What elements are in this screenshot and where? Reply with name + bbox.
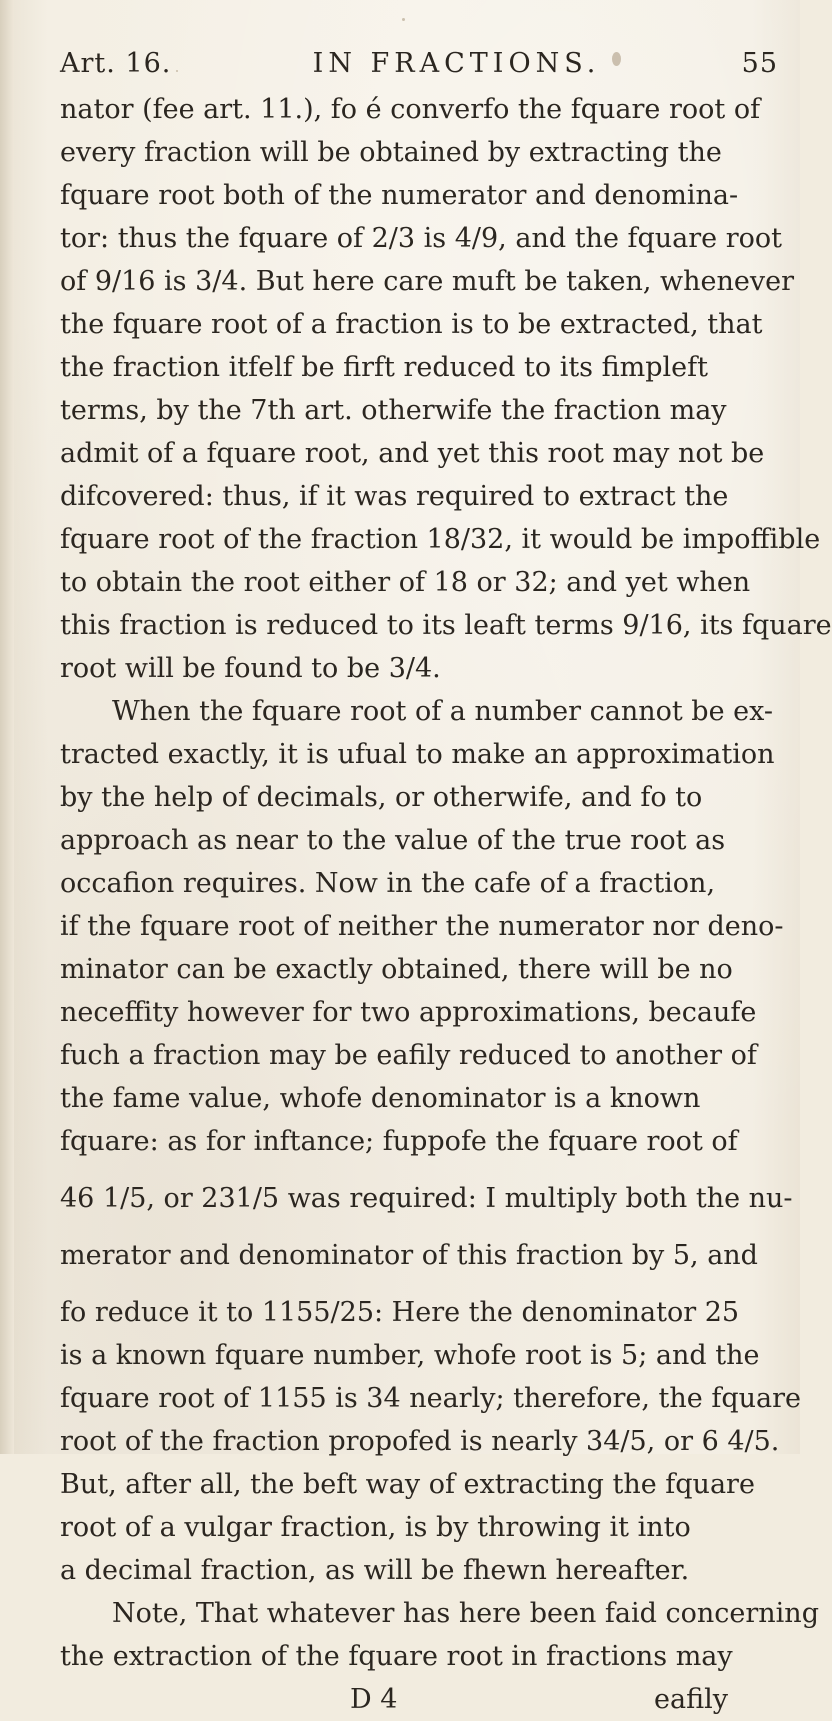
text-line: root of a vulgar fraction, is by throwing it into	[60, 1512, 691, 1543]
line-spacer	[60, 1220, 778, 1234]
catchword: eafily	[654, 1684, 728, 1715]
text-line: 46 1/5, or 231/5 was required: I multiply both the nu-	[60, 1183, 793, 1214]
text-line: to obtain the root either of 18 or 32; and yet when	[60, 567, 751, 598]
text-line: root of the fraction propofed is nearly 34/5, or 6 4/5.	[60, 1426, 780, 1457]
text-line: by the help of decimals, or otherwife, and fo to	[60, 782, 703, 813]
text-line: minator can be exactly obtained, there will be no	[60, 954, 733, 985]
text-line: the extraction of the fquare root in fractions may	[60, 1641, 733, 1672]
text-line: Note, That whatever has here been faid concerning	[112, 1598, 819, 1629]
paragraph-square-roots	[60, 88, 832, 690]
text-line: merator and denominator of this fraction by 5, and	[60, 1240, 758, 1271]
text-line: fo reduce it to 1155/25: Here the denominator 25	[60, 1297, 740, 1328]
line-spacer	[60, 1163, 778, 1177]
text-line: tor: thus the fquare of 2/3 is 4/9, and the fquare root	[60, 223, 782, 254]
text-line: difcovered: thus, if it was required to extract the	[60, 481, 729, 512]
text-line: the fquare root of a fraction is to be extracted, that	[60, 309, 763, 340]
text-line: fquare: as for inftance; fuppofe the fquare root of	[60, 1126, 738, 1157]
paragraph-approximation	[60, 690, 802, 1592]
page-footer	[60, 1678, 778, 1721]
text-line: nator (fee art. 11.), fo é converfo the fquare root of	[60, 94, 761, 125]
text-line: root will be found to be 3/4.	[60, 653, 441, 684]
text-line: the fame value, whofe denominator is a known	[60, 1083, 701, 1114]
text-line: terms, by the 7th art. otherwife the fraction may	[60, 395, 727, 426]
article-number: Art. 16.	[60, 48, 172, 79]
text-line: fquare root of the fraction 18/32, it would be impoffible	[60, 524, 821, 555]
text-line: occafion requires. Now in the cafe of a fraction,	[60, 868, 716, 899]
paper-speck	[402, 18, 405, 21]
text-line: tracted exactly, it is ufual to make an approximation	[60, 739, 775, 770]
text-line: of 9/16 is 3/4. But here care muft be taken, whenever	[60, 266, 795, 297]
text-line: approach as near to the value of the true root as	[60, 825, 726, 856]
text-line: is a known fquare number, whofe root is 5; and the	[60, 1340, 760, 1371]
text-line: if the fquare root of neither the numerator nor deno-	[60, 911, 784, 942]
paragraph-note	[60, 1592, 819, 1678]
page-edge-shadow	[0, 0, 14, 1454]
text-line: fquare root both of the numerator and denomina-	[60, 180, 739, 211]
running-title: IN FRACTIONS.	[312, 48, 601, 79]
text-line: every fraction will be obtained by extracting the	[60, 137, 722, 168]
signature-mark: D 4	[350, 1684, 398, 1715]
text-line: When the fquare root of a number cannot be ex-	[112, 696, 773, 727]
line-spacer	[60, 1277, 778, 1291]
text-line: fuch a fraction may be eafily reduced to another of	[60, 1040, 757, 1071]
text-line: this fraction is reduced to its leaft terms 9/16, its fquare	[60, 610, 832, 641]
text-line: neceffity however for two approximations, becaufe	[60, 997, 757, 1028]
page-text	[60, 42, 832, 1721]
page-number: 55	[741, 48, 778, 79]
text-line: But, after all, the beft way of extracting the fquare	[60, 1469, 755, 1500]
text-line: admit of a fquare root, and yet this root may not be	[60, 438, 765, 469]
text-line: a decimal fraction, as will be fhewn hereafter.	[60, 1555, 690, 1586]
running-header	[60, 42, 778, 88]
text-line: the fraction itfelf be firft reduced to its fimpleft	[60, 352, 708, 383]
text-line: fquare root of 1155 is 34 nearly; therefore, the fquare	[60, 1383, 802, 1414]
